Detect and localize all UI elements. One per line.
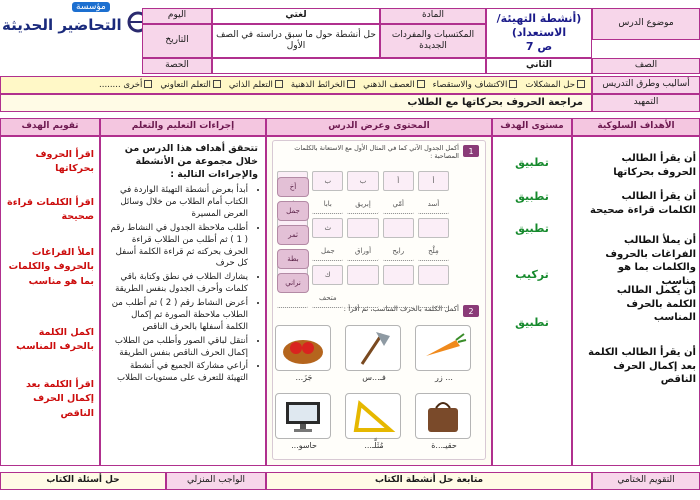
picture-label: فـ...س [362, 373, 386, 382]
class-value: الثاني [486, 58, 592, 74]
evaluation-item: اقرأ الكلمة بعد إكمال الحرف الناقص [25, 379, 94, 419]
objective-item: أن يكمل الطالب الكلمة بالحرف المناسب [616, 285, 696, 323]
evaluation-item: اقرأ الكلمات قراءة صحيحة [7, 197, 94, 223]
pomegranate-picture [275, 325, 331, 371]
procedure-item: • أراعي مشاركة الجميع في أنشطة التهيئة للتعرف على مستويات الطلاب [108, 361, 248, 385]
objective-item: أن يقرأ الطالب الكلمات قراءة صحيحة [590, 191, 696, 216]
procedures-list [108, 185, 258, 385]
grid-cell: أوراق [347, 242, 378, 261]
evaluation-item: املأ الفراغات بالحروف والكلمات بما هو مناسب [8, 247, 94, 287]
subject-value: لغتي [212, 8, 380, 24]
word-chip: أخ [277, 177, 309, 197]
topic-label: موضوع الدرس [592, 8, 700, 40]
task2-number: 2 [463, 305, 479, 317]
grid-cell [347, 265, 378, 285]
grid-cell: ك [312, 265, 343, 285]
worksheet [272, 140, 486, 460]
word-chip: جمل [277, 201, 309, 221]
procedure-item: • أنتقل لباقي الصور وأطلب من الطلاب إكمال الحرف الناقص بنفس الطريقة [108, 336, 248, 360]
subject-label: المادة [380, 8, 486, 24]
task2-title: أكمل الكلمة بالحرف المناسب، ثم أقرأ : [343, 305, 459, 313]
strategy-item[interactable]: أخرى ........ [99, 80, 152, 91]
watermark-line2: التحاضير الحديثة [2, 16, 122, 34]
class-label: الصف [592, 58, 700, 74]
procedure-item: • أبدأ بعرض أنشطة التهيئة الواردة في الكتاب أمام الطلاب من خلال وسائل العرض المسيرة [108, 185, 248, 221]
bag-picture [415, 393, 471, 439]
task1-title: أكمل الجدول الآتي كما في المثال الأول مع الاستعانة بالكلمات المصاحبة : [294, 144, 459, 161]
day-label: اليوم [142, 8, 212, 24]
grid-cell: بابا [312, 195, 343, 214]
evaluation-item: اكمل الكلمة بالحرف المناسب [16, 327, 94, 353]
triangle-picture [345, 393, 401, 439]
strategy-item[interactable]: الخرائط الذهنية [291, 80, 355, 91]
strategy-item[interactable]: التعلم التعاوني [160, 80, 221, 91]
date-label: التاريخ [142, 24, 212, 58]
col-level: مستوى الهدف [492, 118, 572, 136]
closing-value: متابعة حل أنشطة الكتاب [266, 472, 592, 490]
carrot-picture [415, 325, 471, 371]
level-item: تطبيق [515, 316, 549, 329]
level-item: تركيب [515, 268, 549, 281]
procedure-item: • يشارك الطلاب في نطق وكتابة باقي كلمات وأحرف الجدول بنفس الطريقة [108, 272, 248, 296]
strategies-label: أساليب وطرق التدريس [592, 76, 700, 94]
intro-label: التمهيد [592, 94, 700, 112]
grid-cell: ث [312, 218, 343, 238]
grid-cell: جمل [312, 242, 343, 261]
procedures-text [108, 142, 258, 387]
picture-label: جَزَ... [295, 373, 313, 382]
word-chip: ثمر [277, 225, 309, 245]
task1-number: 1 [463, 145, 479, 157]
closing-label: التقويم الختامي [592, 472, 700, 490]
period-label: الحصة [142, 58, 212, 74]
grid-cell: رايح [383, 242, 414, 261]
grid-cell [383, 218, 414, 238]
homework-label: الواجب المنزلي [166, 472, 266, 490]
grid-cell [347, 218, 378, 238]
col-content: المحتوى وعرض الدرس [266, 118, 492, 136]
watermark-line1: مؤسسة [72, 2, 110, 12]
axe-picture [345, 325, 401, 371]
procedure-item: • أطلب ملاحظة الجدول في النشاط رقم ( 1 ) ثم أطلب من الطلاب قراءة الحرف بحركته ثم قراءة الكلمة أسفل كل حرف [108, 223, 248, 270]
topic-value: (أنشطة التهيئة/الاستعداد) ص 7 [486, 8, 592, 58]
evaluation-item: اقرأ الحروف بحركاتها [35, 149, 94, 175]
level-item: تطبيق [515, 156, 549, 169]
grid-cell: أسد [418, 195, 449, 214]
strategy-item[interactable]: حل المشكلات [525, 80, 585, 91]
col-procedures: إجراءات التعليم والتعلم [100, 118, 266, 136]
strategy-item[interactable]: التعلم الذاتي [229, 80, 283, 91]
picture-label: حاسو... [291, 441, 317, 450]
col-evaluation: تقويم الهدف [0, 118, 100, 136]
grid-cell: أمّي [383, 195, 414, 214]
grid-cell: أ [418, 171, 449, 191]
strategy-item[interactable]: العصف الذهني [363, 80, 424, 91]
grid-cell [383, 265, 414, 285]
picture-label: حقيـ...ة [431, 441, 457, 450]
intro-value: مراجعة الحروف بحركاتها مع الطلاب [0, 94, 592, 112]
grid-cell: ب [312, 171, 343, 191]
grid-cell: إبريق [347, 195, 378, 214]
picture-label: مُثَلَّـ... [364, 441, 384, 450]
grid-cell [418, 265, 449, 285]
homework-value: حل أسئلة الكتاب [0, 472, 166, 490]
picture-label: ... زر [435, 373, 453, 382]
watermark-logo [0, 0, 150, 48]
grid-cell [418, 218, 449, 238]
level-item: تطبيق [515, 190, 549, 203]
procedure-item: • أعرض النشاط رقم ( 2 ) ثم أطلب من الطلاب ملاحظة الصورة ثم إكمال الكلمة أسفلها بالحرف الناقص [108, 298, 248, 334]
word-chip: نراني [277, 273, 309, 293]
col-objectives: الأهداف السلوكية [572, 118, 700, 136]
level-body [492, 136, 572, 466]
gains-value: حل أنشطة حول ما سبق دراسته في الصف الأول [212, 24, 380, 58]
grid-cell: ب [347, 171, 378, 191]
blank-cell [212, 58, 486, 74]
grid-cell: أ [383, 171, 414, 191]
level-item: تطبيق [515, 222, 549, 235]
word-chip: بطة [277, 249, 309, 269]
strategy-item[interactable]: الاكتشاف والاستقصاء [433, 80, 518, 91]
gains-label: المكتسبات والمفردات الجديدة [380, 24, 486, 58]
objective-item: أن يقرأ الطالب الحروف بحركاتها [613, 153, 696, 178]
strategies-list [0, 76, 592, 94]
grid-cell: متحف [312, 289, 343, 308]
objective-item: أن يملأ الطالب الفراغات بالحروف والكلمات بما هو مناسب [605, 235, 696, 287]
procedures-intro: تتحقق أهداف هذا الدرس من خلال مجموعة من الأنشطة والإجراءات التالية : [124, 143, 258, 181]
computer-picture [275, 393, 331, 439]
objective-item: أن يقرأ الطالب الكلمة بعد إكمال الحرف الناقص [588, 347, 696, 385]
grid-cell: مِلْح [418, 242, 449, 261]
